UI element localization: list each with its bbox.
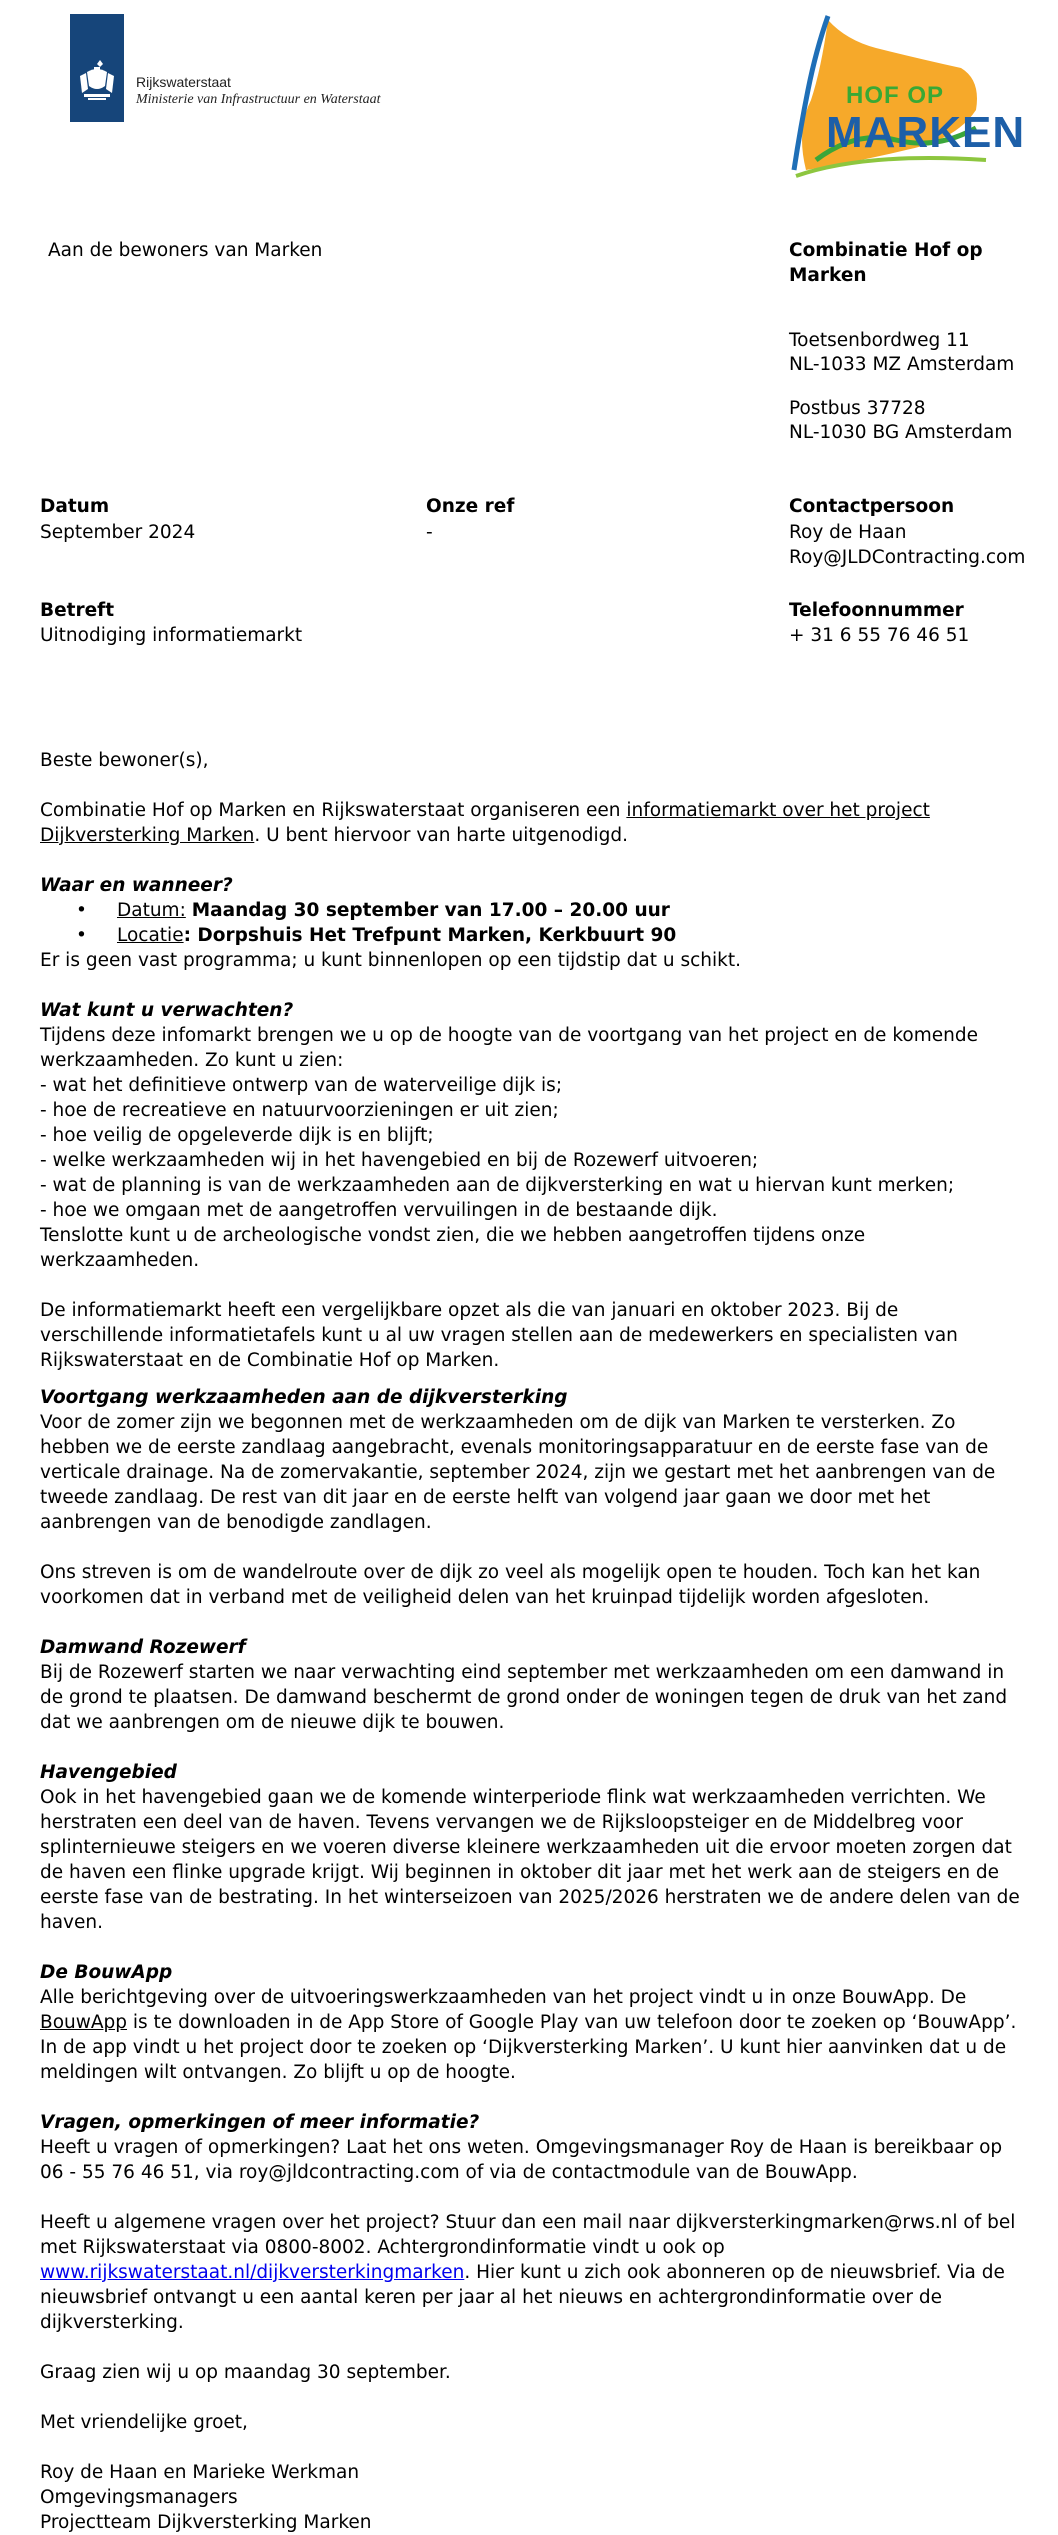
compare-paragraph: De informatiemarkt heeft een vergelijkbare opzet als die van januari en oktober 2023. Bij de verschillende informatietafels kunt u al uw vragen stellen aan de medewerkers en specialisten van Rijkswaterstaat en de Combinatie Hof op Marken.	[40, 1300, 958, 1371]
questions-paragraph: Heeft u vragen of opmerkingen? Laat het ons weten. Omgevingsmanager Roy de Haan is bereikbaar op 06 - 55 76 46 51, via roy@jldcontracting.com of via de contactmodule van de BouwApp.	[40, 2137, 1003, 2183]
hof-op-marken-logo	[786, 10, 1026, 180]
bouwapp-link[interactable]: BouwApp	[40, 2012, 128, 2033]
closing: Met vriendelijke groet,	[40, 2412, 248, 2433]
betreft-value: Uitnodiging informatiemarkt	[40, 625, 303, 646]
datum-label: Datum	[40, 496, 110, 517]
phone-value: + 31 6 55 76 46 51	[789, 625, 970, 646]
sign-names: Roy de Haan en Marieke Werkman	[40, 2462, 360, 2483]
rws-name: Rijkswaterstaat	[136, 74, 231, 90]
phone-label: Telefoonnummer	[789, 600, 964, 621]
contact-email: Roy@JLDContracting.com	[789, 547, 1026, 568]
sender-postbus: Postbus 37728	[789, 398, 926, 419]
expect-heading: Wat kunt u verwachten?	[40, 1000, 294, 1021]
informatiemarkt-link-cont[interactable]: Dijkversterking Marken	[40, 825, 255, 846]
general-paragraph: Heeft u algemene vragen over het project? Stuur dan een mail naar dijkversterkingmarken@rws.nl of bel met Rijkswaterstaat via 0800-8002. Achtergrondinformatie vindt u ook op www.rijkswaterstaat.nl/dijkversterkingmarken. Hier kunt u zich ook abonneren op de nieuwsbrief. Via de nieuwsbrief ontvangt u een aantal keren per jaar al het nieuws en achtergrondinformatie over de dijkversterking.	[40, 2212, 1016, 2333]
rijkswaterstaat-logo	[70, 14, 400, 122]
rws-ministry: Ministerie van Infrastructuur en Waterstaat	[136, 92, 381, 107]
sender-name: Combinatie Hof op Marken	[789, 240, 983, 286]
datum-value: September 2024	[40, 522, 196, 543]
sender-postbus-city: NL-1030 BG Amsterdam	[789, 422, 1013, 443]
haven-heading: Havengebied	[40, 1762, 177, 1783]
bullet-icon: •	[76, 925, 87, 946]
sign-team: Projectteam Dijkversterking Marken	[40, 2512, 372, 2533]
signature	[40, 2460, 1000, 2535]
bouwapp-heading: De BouwApp	[40, 1962, 173, 1983]
bullet-icon: •	[76, 900, 87, 921]
intro-paragraph: Combinatie Hof op Marken en Rijkswaterstaat organiseren een informatiemarkt over het project Dijkversterking Marken. U bent hiervoor van harte uitgenodigd.	[40, 800, 930, 846]
rijkswaterstaat-emblem-icon	[70, 14, 124, 122]
contact-label: Contactpersoon	[789, 496, 955, 517]
logo-text-line2: MARKEN	[826, 108, 1026, 157]
ref-label: Onze ref	[426, 496, 515, 517]
greeting: Beste bewoner(s),	[40, 750, 209, 771]
logo-text-line1: HOF OP	[846, 82, 945, 109]
sender-street: Toetsenbordweg 11	[789, 330, 970, 351]
progress-heading: Voortgang werkzaamheden aan de dijkversterking	[40, 1387, 568, 1408]
expect-paragraph: Tijdens deze infomarkt brengen we u op de hoogte van de voortgang van het project en de komende werkzaamheden. Zo kunt u zien: - wat het definitieve ontwerp van de waterveilige dijk is; - hoe de recreatieve en natuurvoorzieningen er uit zien; - hoe veilig de opgeleverde dijk is en blijft; - welke werkzaamheden wij in het havengebied en bij de Rozewerf uitvoeren; - wat de planning is van de werkzaamheden aan de dijkversterking en wat u hiervan kunt merken; - hoe we omgaan met de aangetroffen vervuilingen in de bestaande dijk. Tenslotte kunt u de archeologische vondst zien, die we hebben aangetroffen tijdens onze werkzaamheden.	[40, 1025, 978, 1271]
sign-role: Omgevingsmanagers	[40, 2487, 238, 2508]
damwand-paragraph: Bij de Rozewerf starten we naar verwachting eind september met werkzaamheden om een damwand in de grond te plaatsen. De damwand beschermt de grond onder de woningen tegen de druk van het zand dat we aanbrengen om de nieuwe dijk te bouwen.	[40, 1662, 1008, 1733]
contact-name: Roy de Haan	[789, 522, 907, 543]
haven-paragraph: Ook in het havengebied gaan we de komende winterperiode flink wat werkzaamheden verrichten. We herstraten een deel van de haven. Tevens vervangen we de Rijksloopsteiger en de Middelbreg voor splinternieuwe steigers en we voeren diverse kleinere werkzaamheden uit die ervoor moeten zorgen dat de haven een flinke upgrade krijgt. Wij beginnen in oktober dit jaar met het werk aan de steigers en de eerste fase van de bestrating. In het winterseizoen van 2025/2026 herstraten we de andere delen van de haven.	[40, 1787, 1020, 1933]
informatiemarkt-link[interactable]: informatiemarkt over het project	[626, 800, 930, 821]
bouwapp-paragraph: Alle berichtgeving over de uitvoeringswerkzaamheden van het project vindt u in onze BouwApp. De BouwApp is te downloaden in de App Store of Google Play van uw telefoon door te zoeken op ‘BouwApp’. In de app vindt u het project door te zoeken op ‘Dijkversterking Marken’. U kunt hier aanvinken dat u de meldingen wilt ontvangen. Zo blijft u op de hoogte.	[40, 1987, 1017, 2083]
betreft-label: Betreft	[40, 600, 115, 621]
rijkswaterstaat-website-link[interactable]: www.rijkswaterstaat.nl/dijkversterkingmarken	[40, 2262, 465, 2283]
progress-paragraph: Voor de zomer zijn we begonnen met de werkzaamheden om de dijk van Marken te versterken. Zo hebben we de eerste zandlaag aangebracht, evenals monitoringsapparatuur en de eerste fase van de verticale drainage. Na de zomervakantie, september 2024, zijn we gestart met het aanbrengen van de tweede zandlaag. De rest van dit jaar en de eerste helft van volgend jaar gaan we door met het aanbrengen van de benodigde zandlagen.	[40, 1412, 996, 1533]
see-you: Graag zien wij u op maandag 30 september.	[40, 2362, 451, 2383]
ref-value: -	[426, 522, 433, 543]
walk-paragraph: Ons streven is om de wandelroute over de dijk zo veel als mogelijk open te houden. Toch kan het kan voorkomen dat in verband met de veiligheid delen van het kruinpad tijdelijk worden afgesloten.	[40, 1562, 981, 1608]
sender-city: NL-1033 MZ Amsterdam	[789, 354, 1015, 375]
damwand-heading: Damwand Rozewerf	[40, 1637, 246, 1658]
questions-heading: Vragen, opmerkingen of meer informatie?	[40, 2112, 480, 2133]
no-program: Er is geen vast programma; u kunt binnenlopen op een tijdstip dat u schikt.	[40, 950, 741, 971]
recipient: Aan de bewoners van Marken	[48, 240, 323, 261]
when-heading: Waar en wanneer?	[40, 875, 233, 896]
